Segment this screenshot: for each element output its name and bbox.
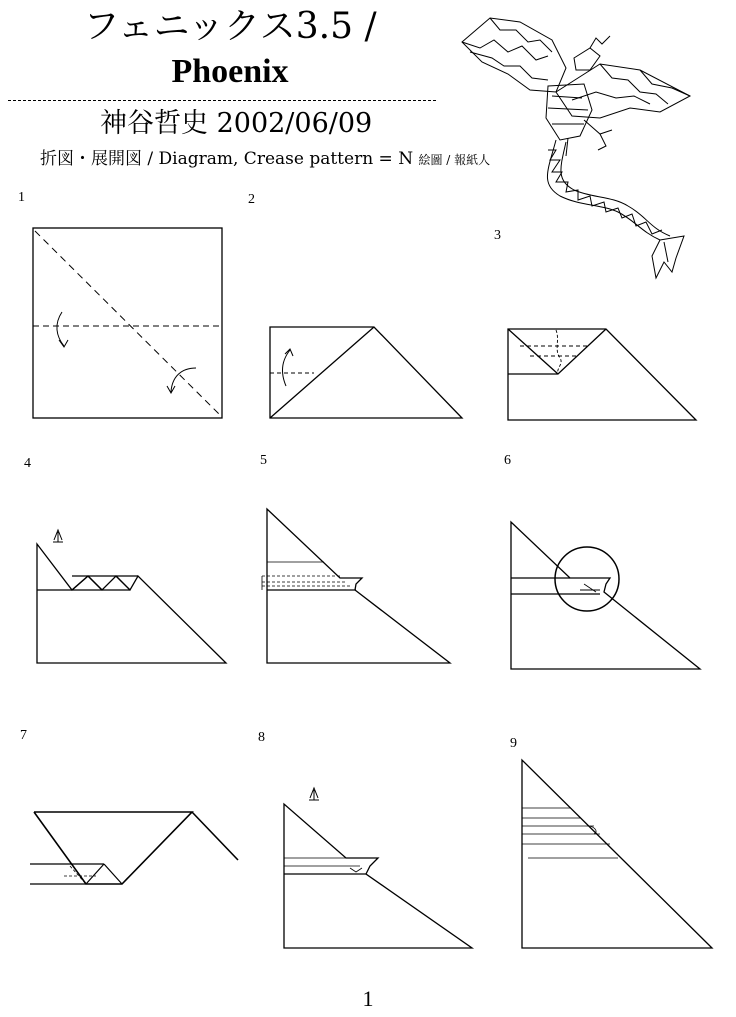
step-number-5: 5: [260, 453, 267, 468]
step-number-7: 7: [20, 728, 27, 743]
diagram-step-1: [33, 228, 222, 418]
diagram-step-5: [262, 509, 450, 663]
diagram-step-2: [270, 327, 462, 418]
step-number-9: 9: [510, 736, 517, 751]
step-number-1: 1: [18, 190, 25, 205]
phoenix-model-illustration: [462, 18, 690, 278]
page-number: 1: [362, 986, 374, 1011]
diagram-step-7: [30, 812, 238, 884]
step-number-2: 2: [248, 192, 255, 207]
step-number-3: 3: [494, 228, 501, 243]
step-number-4: 4: [24, 456, 31, 471]
credits-main: 折図・展開図 / Diagram, Crease pattern = N: [40, 149, 414, 169]
diagram-step-6: [511, 522, 700, 669]
diagram-step-3: [508, 329, 696, 420]
credits-sub: 絵圖 / 報紙人: [418, 153, 491, 167]
step-number-8: 8: [258, 730, 265, 745]
diagram-step-4: [37, 530, 226, 663]
title-english: Phoenix: [171, 53, 289, 90]
author-date: 神谷哲史 2002/06/09: [100, 108, 373, 139]
title-japanese: フェニックス3.5 /: [83, 6, 377, 47]
step-number-6: 6: [504, 453, 511, 468]
diagram-step-9: [522, 760, 712, 948]
diagram-step-8: [284, 788, 472, 948]
